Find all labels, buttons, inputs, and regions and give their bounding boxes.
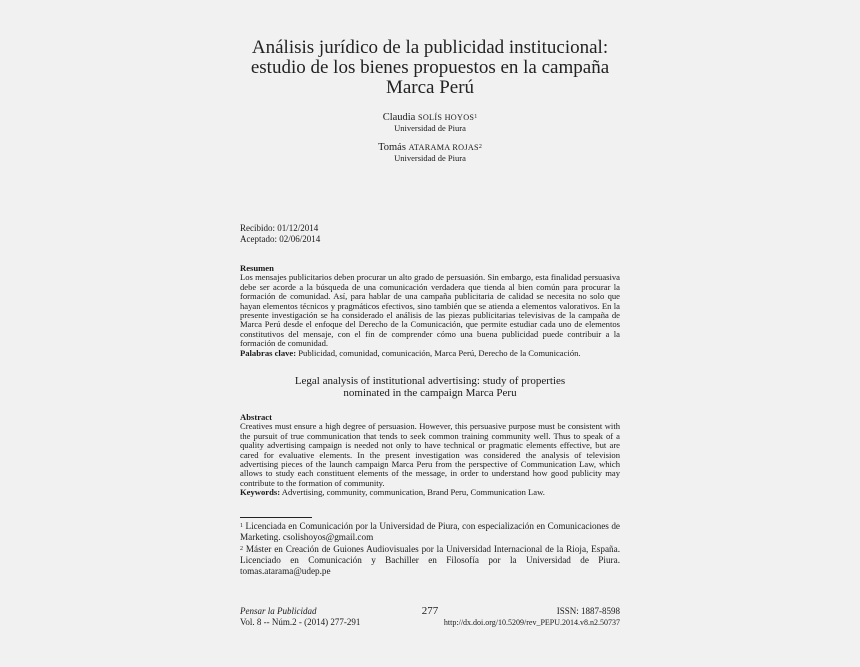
footer-right <box>400 606 620 628</box>
resumen-body: Los mensajes publicitarios deben procurar un alto grado de persuasión. Sin embargo, esta finalidad persuasiva debe ser acorde a la búsqueda de una comunicación verdadera que tienda al bien común para procurar la formación de comunidad. Así, para hablar de una campaña publicitaria de calidad se necesita no solo que hayan elementos técnicos y pragmáticos efectivos, sino también que se atienda a elementos valorativos. En la presente investigación se ha considerado el análisis de las piezas publicitarias televisivas de la campaña de Marca Perú desde el enfoque del Derecho de la Comunicación, que permite estudiar cada uno de elementos constitutivos del mensaje, con el fin de comprender cómo una buena publicidad puede contribuir a la formación de comunidad. <box>240 272 620 349</box>
accepted-date: Aceptado: 02/06/2014 <box>240 234 321 244</box>
footnote-2-text: Máster en Creación de Guiones Audiovisuales por la Universidad Internacional de la Rioja, España. Licenciado en Comunicación y Bachiller en Filosofía por la Universidad de Piura. tomas.atarama@udep.pe <box>240 544 621 576</box>
author-2-affiliation: Universidad de Piura <box>394 153 466 163</box>
resumen-keywords-label: Palabras clave: <box>240 347 297 358</box>
issn: ISSN: 1887-8598 <box>556 606 620 616</box>
resumen-block <box>240 264 620 358</box>
author-1-mark: 1 <box>474 114 478 120</box>
volume-info: Vol. 8 -- Núm.2 - (2014) 277-291 <box>240 617 361 627</box>
resumen-keywords-text: Publicidad, comunidad, comunicación, Marca Perú, Derecho de la Comunicación. <box>298 347 581 358</box>
author-1-last: SOLÍS HOYOS <box>417 113 475 122</box>
footnote-divider <box>240 517 312 518</box>
author-1 <box>280 112 580 134</box>
author-2-first: Tomás <box>378 142 406 153</box>
journal-name: Pensar la Publicidad <box>240 606 317 616</box>
doi-link[interactable]: http://dx.doi.org/10.5209/rev_PEPU.2014.v8.n2.50737 <box>443 618 620 627</box>
received-date: Recibido: 01/12/2014 <box>240 223 319 233</box>
author-1-affiliation: Universidad de Piura <box>394 123 466 133</box>
abstract-keywords-text: Advertising, community, communication, Brand Peru, Communication Law. <box>281 487 545 498</box>
author-1-first: Claudia <box>382 112 416 123</box>
author-2 <box>280 142 580 164</box>
footnote-1-text: Licenciada en Comunicación por la Universidad de Piura, con especialización en Comunicaciones de Marketing. csolishoyos@gmail.com <box>240 521 621 542</box>
footnote-2 <box>240 544 620 577</box>
abstract-keywords <box>240 488 620 497</box>
abstract-keywords-label: Keywords: <box>240 487 281 498</box>
title-line-3: Marca Perú <box>385 77 475 98</box>
author-2-last: ATARAMA ROJAS <box>408 143 479 152</box>
footnote-1 <box>240 521 620 543</box>
footnote-2-mark: 2 <box>240 546 243 552</box>
abstract-block <box>240 413 620 498</box>
resumen-heading: Resumen <box>240 263 274 273</box>
abstract-body: Creatives must ensure a high degree of persuasion. However, this persuasive purpose must be consistent with the pursuit of true communication that tends to seek common training community well. Thus to speak of a quality advertising campaign is needed not only to have technical or pragmatic elements effective, but are cared for evaluative elements. In the present investigation was considered the analysis of television advertising pieces of the launch campaign Marca Peru from the perspective of Communication Law, which allows to study each constituent elements of the message, in order to understand how good publicity may contribute to the formation of community. <box>240 421 620 488</box>
author-2-mark: 2 <box>478 144 482 150</box>
title-line-1: Análisis jurídico de la publicidad institucional: <box>251 37 609 58</box>
english-title-line-1: Legal analysis of institutional advertising: study of properties <box>294 375 566 387</box>
dates-block <box>240 223 320 245</box>
abstract-heading: Abstract <box>240 412 272 422</box>
footnote-1-mark: 1 <box>240 523 243 529</box>
resumen-keywords <box>240 349 620 358</box>
english-title-line-2: nominated in the campaign Marca Peru <box>343 387 517 399</box>
title-line-2: estudio de los bienes propuestos en la campaña <box>250 57 610 78</box>
page-number: 277 <box>421 605 439 617</box>
footer-left <box>240 606 360 628</box>
article-title <box>200 38 660 98</box>
english-title <box>240 375 620 399</box>
